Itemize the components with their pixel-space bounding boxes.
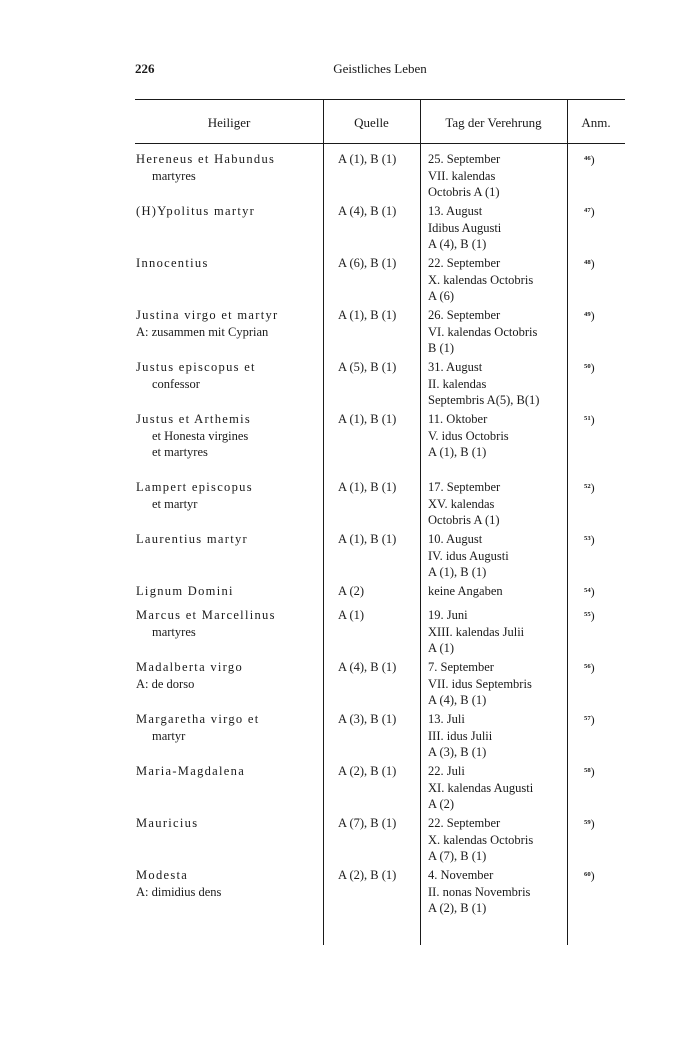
table-top-rule	[135, 99, 625, 100]
footnote-number: 47	[584, 207, 591, 214]
tag-line: Septembris A(5), B(1)	[428, 393, 540, 407]
table-row	[0, 255, 700, 307]
saint-name-cell	[136, 203, 318, 220]
footnote-ref: $^{57}$)	[584, 712, 595, 727]
footnote-ref: $^{56}$)	[584, 660, 595, 675]
tag-line: Octobris A (1)	[428, 185, 500, 199]
saint-name-cell	[136, 411, 318, 461]
quelle-cell: A (1), B (1)	[338, 412, 397, 426]
saint-name-line: Marcus et Marcellinus	[136, 608, 276, 622]
tag-line: X. kalendas Octobris	[428, 272, 534, 287]
quelle-cell: A (7), B (1)	[338, 816, 397, 830]
footnote-ref: $^{53}$)	[584, 532, 595, 547]
tag-cell	[428, 151, 570, 201]
saint-name-line: et Honesta virgines	[152, 428, 249, 443]
table-header-rule	[135, 143, 625, 144]
tag-line: A (1)	[428, 641, 455, 655]
footnote-number: 53	[584, 535, 591, 542]
footnote-number: 58	[584, 767, 591, 774]
saint-name-cell	[136, 479, 318, 512]
tag-line: III. idus Julii	[428, 728, 493, 743]
table-row	[0, 763, 700, 815]
saint-name-cell	[136, 607, 318, 640]
tag-cell	[428, 203, 570, 253]
tag-line: 11. Oktober	[428, 412, 488, 426]
tag-cell	[428, 307, 570, 357]
tag-cell	[428, 711, 570, 761]
saint-name-line: Lampert episcopus	[136, 480, 253, 494]
saint-name-cell	[136, 307, 318, 340]
saint-name-line: et martyr	[152, 496, 198, 511]
quelle-cell: A (3), B (1)	[338, 712, 397, 726]
footnote-number: 59	[584, 819, 591, 826]
table-row	[0, 815, 700, 867]
quelle-cell: A (2), B (1)	[338, 868, 397, 882]
header-quelle: Quelle	[354, 115, 389, 130]
footnote-number: 51	[584, 415, 591, 422]
saint-name-cell	[136, 711, 318, 744]
quelle-cell: A (5), B (1)	[338, 360, 397, 374]
tag-cell	[428, 479, 570, 529]
table-row	[0, 607, 700, 659]
tag-cell	[428, 763, 570, 813]
tag-line: A (1), B (1)	[428, 445, 487, 459]
tag-line: A (2)	[428, 797, 455, 811]
tag-line: Idibus Augusti	[428, 220, 502, 235]
quelle-cell: A (1), B (1)	[338, 480, 397, 494]
footnote-ref: $^{60}$)	[584, 868, 595, 883]
footnote-ref: $^{47}$)	[584, 204, 595, 219]
footnote-number: 50	[584, 363, 591, 370]
saint-name-line: A: zusammen mit Cyprian	[136, 324, 269, 339]
saint-name-line: martyres	[152, 624, 196, 639]
footnote-number: 60	[584, 871, 591, 878]
saint-name-cell	[136, 659, 318, 692]
tag-line: 7. September	[428, 660, 494, 674]
tag-cell	[428, 531, 570, 581]
tag-line: A (6)	[428, 289, 455, 303]
footnote-number: 56	[584, 663, 591, 670]
table-row	[0, 867, 700, 919]
saint-name-line: Margaretha virgo et	[136, 712, 260, 726]
tag-line: Octobris A (1)	[428, 513, 500, 527]
saint-name-line: Lignum Domini	[136, 584, 234, 598]
saint-name-line: Madalberta virgo	[136, 660, 243, 674]
table-body	[0, 151, 700, 919]
tag-line: 22. September	[428, 816, 501, 830]
table-row	[0, 203, 700, 255]
quelle-cell: A (2)	[338, 584, 365, 598]
footnote-number: 52	[584, 483, 591, 490]
tag-line: 19. Juni	[428, 608, 468, 622]
footnote-ref: $^{52}$)	[584, 480, 595, 495]
saint-name-line: A: dimidius dens	[136, 884, 222, 899]
tag-line: A (2), B (1)	[428, 901, 487, 915]
saint-name-line: confessor	[152, 376, 200, 391]
tag-cell	[428, 815, 570, 865]
footnote-number: 49	[584, 311, 591, 318]
footnote-ref: $^{55}$)	[584, 608, 595, 623]
table-row	[0, 479, 700, 531]
tag-line: 13. August	[428, 204, 483, 218]
footnote-ref: $^{58}$)	[584, 764, 595, 779]
header-heiliger: Heiliger	[207, 115, 251, 130]
tag-cell	[428, 659, 570, 709]
tag-line: XIII. kalendas Julii	[428, 624, 525, 639]
footnote-number: 55	[584, 611, 591, 618]
saint-name-cell	[136, 815, 318, 832]
tag-line: 10. August	[428, 532, 483, 546]
tag-line: VII. idus Septembris	[428, 676, 532, 691]
saint-name-line: martyr	[152, 728, 186, 743]
tag-line: X. kalendas Octobris	[428, 832, 534, 847]
tag-line: II. nonas Novembris	[428, 884, 531, 899]
saint-name-line: Mauricius	[136, 816, 199, 830]
tag-line: B (1)	[428, 341, 455, 355]
table-row	[0, 411, 700, 479]
saint-name-line: Laurentius martyr	[136, 532, 248, 546]
tag-line: 26. September	[428, 308, 501, 322]
quelle-cell: A (4), B (1)	[338, 660, 397, 674]
table-row	[0, 659, 700, 711]
tag-line: V. idus Octobris	[428, 428, 509, 443]
tag-line: A (4), B (1)	[428, 693, 487, 707]
saint-name-cell	[136, 255, 318, 272]
footnote-ref: $^{49}$)	[584, 308, 595, 323]
saint-name-cell	[136, 583, 318, 600]
saint-name-line: Justus et Arthemis	[136, 412, 252, 426]
tag-cell	[428, 359, 570, 409]
quelle-cell: A (6), B (1)	[338, 256, 397, 270]
saint-name-line: Justus episcopus et	[136, 360, 256, 374]
footnote-ref: $^{54}$)	[584, 584, 595, 599]
footnote-ref: $^{50}$)	[584, 360, 595, 375]
tag-line: XI. kalendas Augusti	[428, 780, 534, 795]
tag-line: VII. kalendas	[428, 168, 496, 183]
saint-name-line: Maria-Magdalena	[136, 764, 246, 778]
saint-name-line: Innocentius	[136, 256, 209, 270]
tag-line: A (1), B (1)	[428, 565, 487, 579]
tag-cell	[428, 607, 570, 657]
table-row	[0, 531, 700, 583]
table-row	[0, 583, 700, 607]
page-number: 226	[135, 61, 155, 76]
table-row	[0, 359, 700, 411]
saint-name-line: A: de dorso	[136, 676, 195, 691]
running-head: Geistliches Leben	[333, 61, 427, 76]
footnote-ref: $^{46}$)	[584, 152, 595, 167]
footnote-ref: $^{59}$)	[584, 816, 595, 831]
footnote-number: 54	[584, 587, 591, 594]
tag-line: 31. August	[428, 360, 483, 374]
quelle-cell: A (1), B (1)	[338, 532, 397, 546]
saint-name-cell	[136, 531, 318, 548]
tag-line: 22. Juli	[428, 764, 465, 778]
saint-name-line: Hereneus et Habundus	[136, 152, 276, 166]
tag-line: A (7), B (1)	[428, 849, 487, 863]
tag-cell	[428, 411, 570, 461]
tag-line: 4. November	[428, 868, 494, 882]
quelle-cell: A (4), B (1)	[338, 204, 397, 218]
saint-name-cell	[136, 763, 318, 780]
quelle-cell: A (2), B (1)	[338, 764, 397, 778]
saint-name-line: (H)Ypolitus martyr	[136, 204, 256, 218]
tag-cell	[428, 255, 570, 305]
tag-cell	[428, 867, 570, 917]
saint-name-line: Modesta	[136, 868, 189, 882]
footnote-ref: $^{48}$)	[584, 256, 595, 271]
footnote-number: 57	[584, 715, 591, 722]
tag-line: II. kalendas	[428, 376, 487, 391]
saint-name-cell	[136, 867, 318, 900]
quelle-cell: A (1)	[338, 608, 365, 622]
tag-line: 13. Juli	[428, 712, 465, 726]
tag-line: A (3), B (1)	[428, 745, 487, 759]
header-anm: Anm.	[581, 115, 611, 130]
tag-line: 25. September	[428, 152, 501, 166]
tag-line: VI. kalendas Octobris	[428, 324, 538, 339]
tag-line: IV. idus Augusti	[428, 548, 509, 563]
saint-name-line: martyres	[152, 168, 196, 183]
tag-line: 22. September	[428, 256, 501, 270]
quelle-cell: A (1), B (1)	[338, 308, 397, 322]
saint-name-cell	[136, 151, 318, 184]
saint-name-line: Justina virgo et martyr	[136, 308, 279, 322]
quelle-cell: A (1), B (1)	[338, 152, 397, 166]
table-row	[0, 151, 700, 203]
saint-name-cell	[136, 359, 318, 392]
table-row	[0, 307, 700, 359]
tag-cell	[428, 583, 570, 600]
tag-line: A (4), B (1)	[428, 237, 487, 251]
table-row	[0, 711, 700, 763]
footnote-number: 46	[584, 155, 591, 162]
tag-line: 17. September	[428, 480, 501, 494]
saint-name-line: et martyres	[152, 445, 208, 459]
tag-line: XV. kalendas	[428, 496, 495, 511]
footnote-number: 48	[584, 259, 591, 266]
header-tag-der-verehrung: Tag der Verehrung	[445, 115, 542, 130]
footnote-ref: $^{51}$)	[584, 412, 595, 427]
tag-line: keine Angaben	[428, 584, 503, 598]
